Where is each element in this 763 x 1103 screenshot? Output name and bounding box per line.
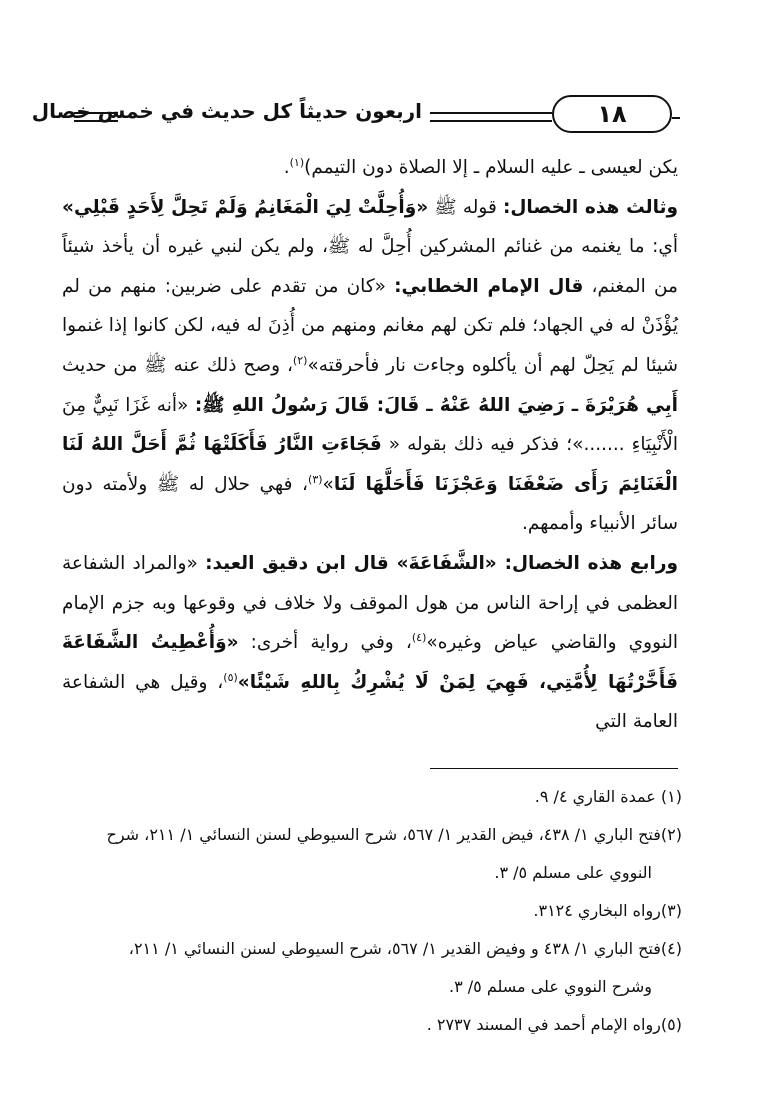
footnote-5: (٥)رواه الإمام أحمد في المسند ٢٧٣٧ . — [426, 1015, 682, 1034]
running-header-title: اربعون حديثاً كل حديث في خمس خصال — [31, 99, 422, 123]
hadith-quote: «وَأُحِلَّتْ لِيَ الْمَغَانِمُ وَلَمْ تَحِلَّ لِأَحَدٍ قَبْلِي» — [62, 196, 429, 218]
footnotes — [62, 778, 682, 1044]
footnote-4: (٤)فتح الباري ١/ ٤٣٨ و وفيض القدير ١/ ٥٦٧، شرح السيوطي لسنن النسائي ١/ ٢١١، — [128, 939, 682, 958]
paragraph-continued: يكن لعيسى ـ عليه السلام ـ إلا الصلاة دون التيمم)$^{(١)}$. — [283, 155, 678, 178]
footnote-4-continued: وشرح النووي على مسلم ٥/ ٣. — [448, 977, 652, 996]
section-lead: وثالث هذه الخصال: — [502, 196, 678, 218]
section-lead: ورابع هذه الخصال: «الشَّفَاعَةَ» — [396, 552, 678, 574]
scholar-lead: قال ابن دقيق العيد: — [205, 552, 397, 574]
scholar-lead: قال الإمام الخطابي: — [394, 275, 584, 297]
footnote-ref: (٤) — [411, 630, 427, 644]
footnote-separator — [430, 768, 678, 769]
footnote-1: (١) عمدة القاري ٤/ ٩. — [534, 787, 682, 806]
paragraph-fourth-trait: ورابع هذه الخصال: «الشَّفَاعَةَ» قال ابن دقيق العيد: «والمراد الشفاعة العظمى في إراحة الناس من هول الموقف ولا خلاف في وقوعها وبه جزم الإمام النووي والقاضي عياض وغيره»$^{(٤)}$، وفي رواية أخرى: «وَأُعْطِيتُ الشَّفَاعَةَ فَأَخَّرْتُهَا لِأُمَّتِي، فَهِيَ لِمَنْ لَا يُشْرِكُ بِاللهِ شَيْئًا»$^{(٥)}$، وقيل هي الشفاعة العامة التي — [62, 552, 679, 733]
header-rule-right — [672, 117, 680, 119]
footnote-ref: (٣) — [308, 472, 323, 486]
footnote-3: (٣)رواه البخاري ٣١٢٤. — [533, 901, 682, 920]
narrator-quote: أَبِي هُرَيْرَةَ ـ رَضِيَ اللهُ عَنْهُ ـ قَالَ: قَالَ رَسُولُ اللهِ ﷺ: — [194, 394, 679, 416]
paragraph-third-trait: وثالث هذه الخصال: قوله ﷺ «وَأُحِلَّتْ لِيَ الْمَغَانِمُ وَلَمْ تَحِلَّ لِأَحَدٍ قَبْلِي» أي: ما يغنمه من غنائم المشركين أُحِلَّ له ﷺ، ولم يكن لنبي غيره أن يأخذ شيئاً من المغنم، قال الإمام الخطابي: «كان من تقدم على ضربين: منهم من لم يُؤْذَنْ له في الجهاد؛ فلم تكن لهم مغانم ومنهم من أُذِنَ له فيه، لكن كانوا إذا غنموا شيئا لم يَحِلّ لهم أن يأكلوه وجاءت نار فأحرقته»$^{(٢)}$، وصح ذلك عنه ﷺ من حديث أَبِي هُرَيْرَةَ ـ رَضِيَ اللهُ عَنْهُ ـ قَالَ: قَالَ رَسُولُ اللهِ ﷺ: «أنه غَزَا نَبِيٌّ مِنَ الْأَنْبِيَاءِ .......»؛ فذكر فيه ذلك بقوله « فَجَاءَتِ النَّارُ فَأَكَلَتْهَا ثُمَّ أَحَلَّ اللهُ لَنَا الْغَنَائِمَ رَأَى ضَعْفَنَا وَعَجْزَنَا فَأَحَلَّهَا لَنَا»$^{(٣)}$، فهي حلال له ﷺ ولأمته دون سائر الأنبياء وأممهم. — [62, 196, 679, 535]
footnote-2-continued: النووي على مسلم ٥/ ٣. — [494, 863, 652, 882]
header-rule-middle — [430, 112, 552, 122]
main-text — [62, 148, 678, 742]
footnote-2: (٢)فتح الباري ١/ ٤٣٨، فيض القدير ١/ ٥٦٧، شرح السيوطي لسنن النسائي ١/ ٢١١، شرح — [106, 825, 682, 844]
hadith-quote: «وَأُعْطِيتُ الشَّفَاعَةَ فَأَخَّرْتُهَا لِأُمَّتِي، فَهِيَ لِمَنْ لَا يُشْرِكُ بِاللهِ شَيْئًا» — [62, 632, 678, 693]
hadith-quote: فَجَاءَتِ النَّارُ فَأَكَلَتْهَا ثُمَّ أَحَلَّ اللهُ لَنَا الْغَنَائِمَ رَأَى ضَعْفَنَا وَعَجْزَنَا فَأَحَلَّهَا لَنَا — [62, 434, 678, 495]
footnote-ref: (١) — [289, 155, 305, 169]
page-number: ١٨ — [552, 95, 672, 133]
footnote-ref: (٥) — [223, 670, 238, 684]
footnote-ref: (٢) — [292, 353, 308, 367]
